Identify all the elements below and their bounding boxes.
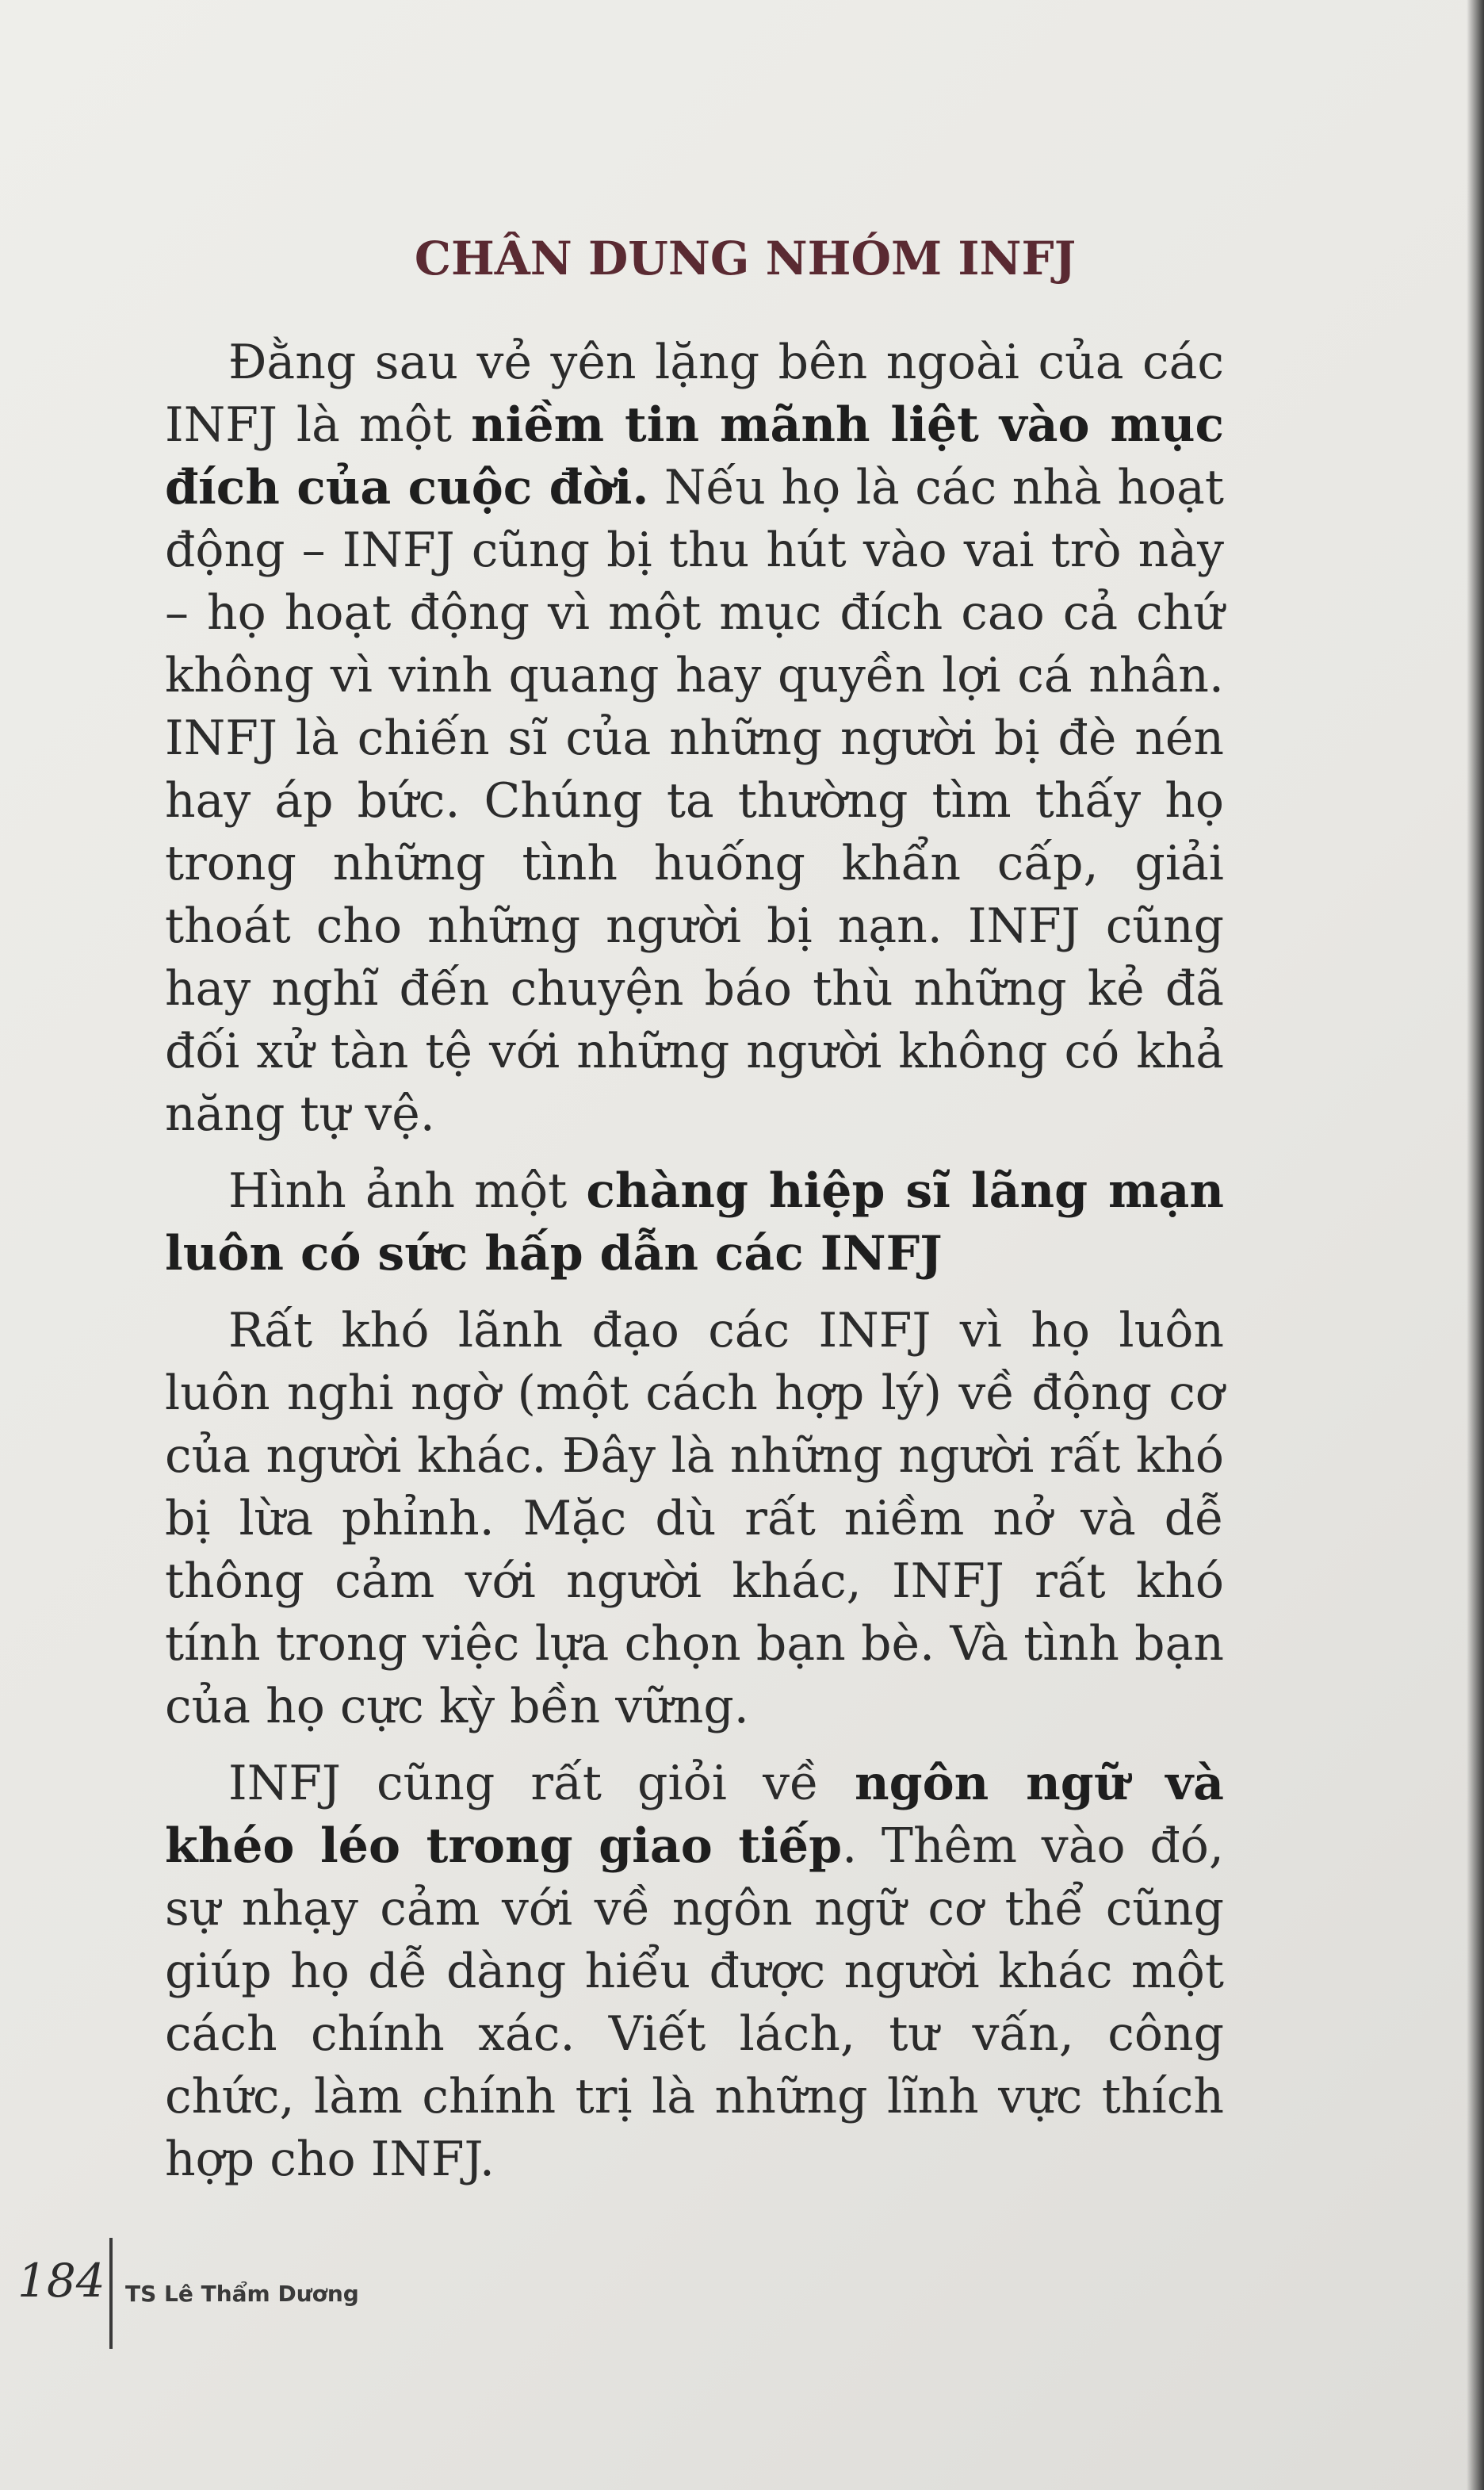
- page-number: 184: [17, 2254, 105, 2308]
- paragraph-4-bold: ngôn ngữ và khéo léo trong giao tiếp: [165, 1756, 1225, 1874]
- page-title: CHÂN DUNG NHÓM INFJ: [414, 232, 1077, 285]
- paragraph-1-text: Đằng sau vẻ yên lặng bên ngoài của các INFJ là một: [165, 335, 1224, 453]
- paragraph-1-bold: niềm tin mãnh liệt vào mục đích của cuộc đời.: [165, 397, 1224, 515]
- page-edge-shadow: [1467, 0, 1484, 2490]
- paragraph-4: [165, 1753, 1224, 2191]
- footer-divider: [109, 2238, 113, 2349]
- paragraph-3-text: Rất khó lãnh đạo các INFJ vì họ luôn luôn nghi ngờ (một cách hợp lý) về động cơ của người khác. Đây là những người rất khó bị lừa phỉnh. Mặc dù rất niềm nở và dễ thông cảm với người khác, INFJ rất khó tính trong việc lựa chọn bạn bè. Và tình bạn của họ cực kỳ bền vững.: [165, 1303, 1224, 1734]
- paragraph-4-text: INFJ cũng rất giỏi về: [228, 1756, 855, 1811]
- paragraph-2-bold: chàng hiệp sĩ lãng mạn luôn có sức hấp dẫn các INFJ: [165, 1163, 1225, 1281]
- paragraph-1: [165, 331, 1224, 1146]
- paragraph-1-text-cont: Nếu họ là các nhà hoạt động – INFJ cũng bị thu hút vào vai trò này – họ hoạt động vì một mục đích cao cả chứ không vì vinh quang hay quyền lợi cá nhân. INFJ là chiến sĩ của những người bị đè nén hay áp bức. Chúng ta thường tìm thấy họ trong những tình huống khẩn cấp, giải thoát cho những người bị nạn. INFJ cũng hay nghĩ đến chuyện báo thù những kẻ đã đối xử tàn tệ với những người không có khả năng tự vệ.: [165, 460, 1224, 1142]
- paragraph-2-text: Hình ảnh một: [228, 1163, 587, 1219]
- footer-author: TS Lê Thẩm Dương: [125, 2281, 359, 2307]
- paragraph-4-text-cont: . Thêm vào đó, sự nhạy cảm với về ngôn ngữ cơ thể cũng giúp họ dễ dàng hiểu được người khác một cách chính xác. Viết lách, tư vấn, công chức, làm chính trị là những lĩnh vực thích hợp cho INFJ.: [165, 1818, 1225, 2187]
- body-text: [165, 331, 1224, 2205]
- paragraph-2: [165, 1160, 1224, 1285]
- paragraph-3: [165, 1300, 1224, 1738]
